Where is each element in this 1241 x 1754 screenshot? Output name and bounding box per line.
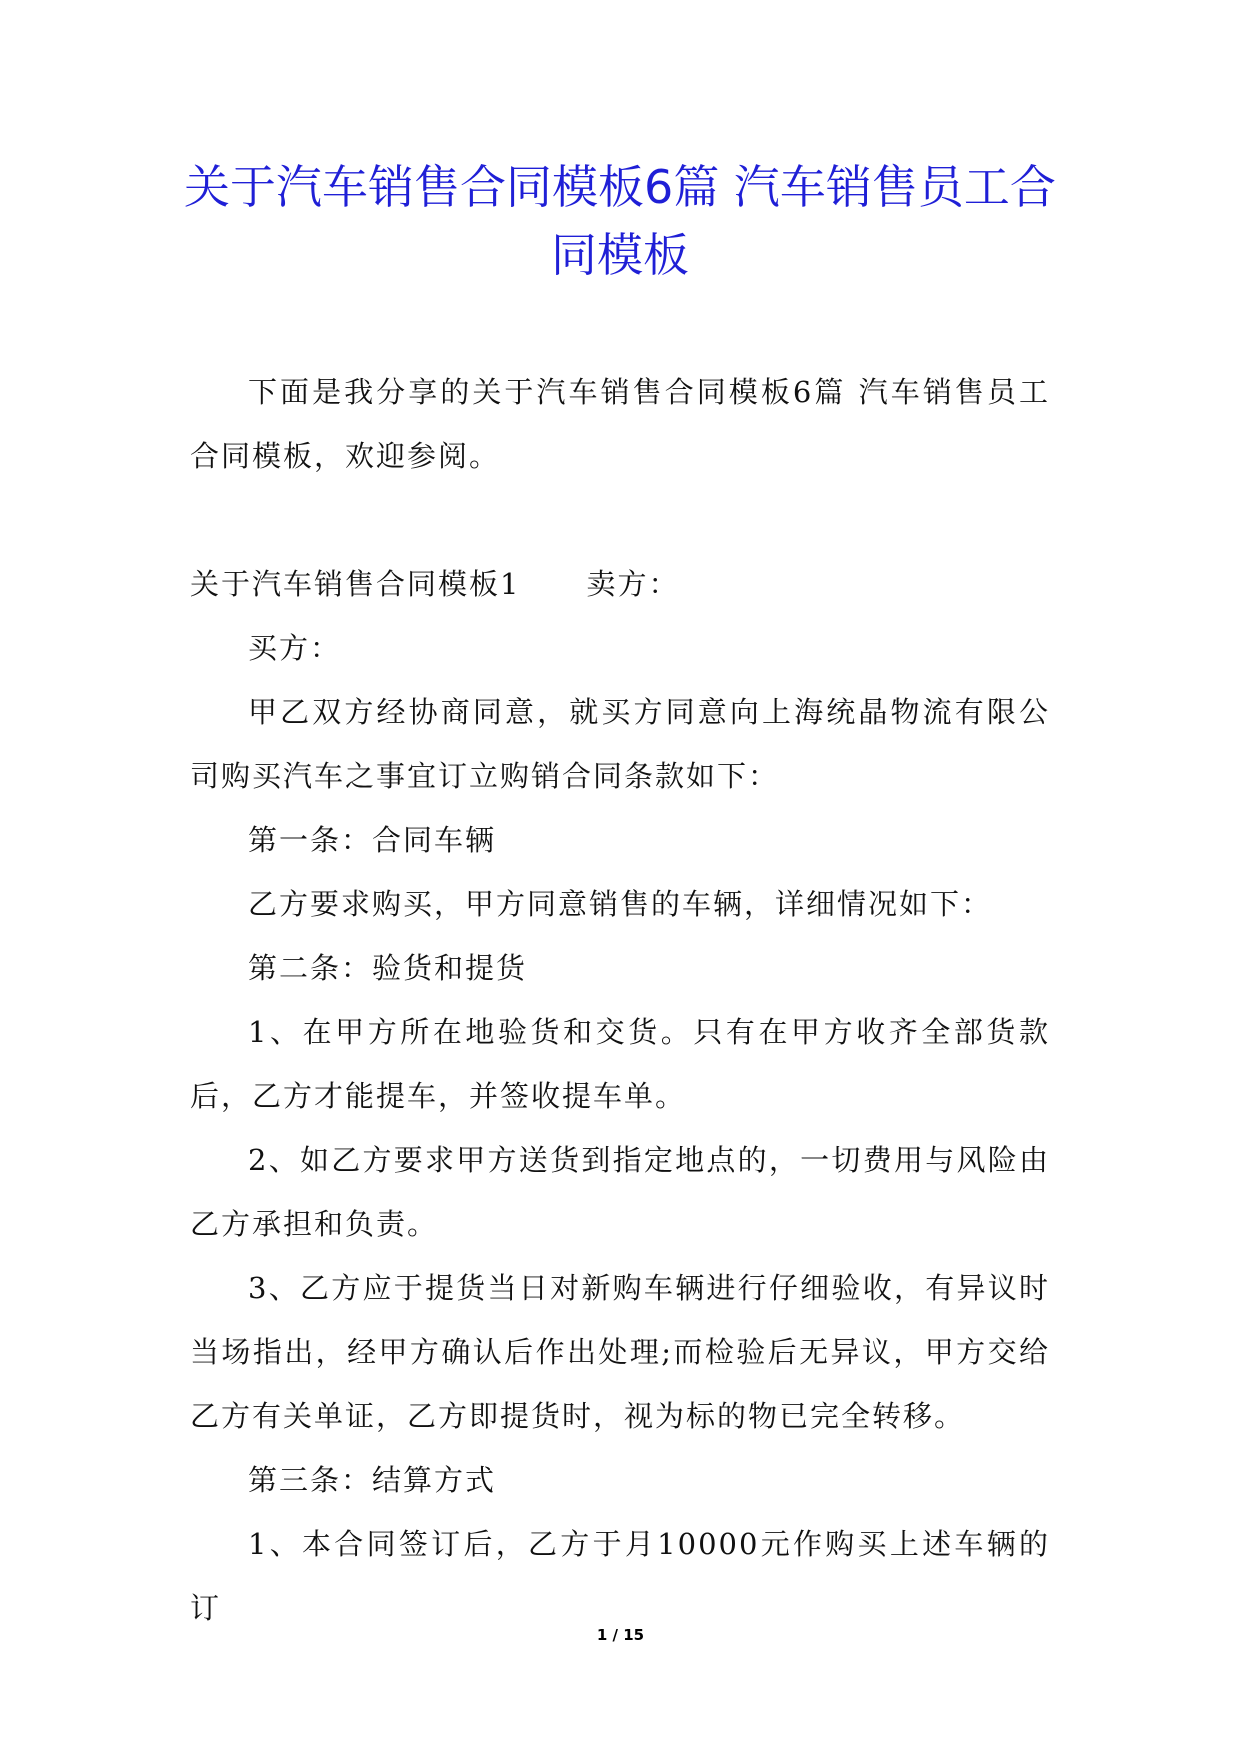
clause-heading: 第一条：合同车辆 bbox=[248, 823, 497, 857]
document-body bbox=[190, 360, 1050, 1640]
section-heading: 关于汽车销售合同模板1 bbox=[190, 567, 521, 601]
buyer-label: 买方： bbox=[248, 631, 342, 665]
section-heading-line bbox=[190, 552, 1050, 616]
body-paragraph: 甲乙双方经协商同意，就买方同意向上海统晶物流有限公司购买汽车之事宜订立购销合同条款如下： bbox=[190, 695, 1050, 793]
seller-label: 卖方： bbox=[586, 567, 680, 601]
body-paragraph: 1、在甲方所在地验货和交货。只有在甲方收齐全部货款后，乙方才能提车，并签收提车单。 bbox=[190, 1015, 1050, 1113]
document-title: 关于汽车销售合同模板6篇 汽车销售员工合同模板 bbox=[184, 160, 1056, 282]
clause-heading: 第二条：验货和提货 bbox=[248, 951, 528, 985]
body-paragraph: 3、乙方应于提货当日对新购车辆进行仔细验收，有异议时当场指出，经甲方确认后作出处理;而检验后无异议，甲方交给乙方有关单证，乙方即提货时，视为标的物已完全转移。 bbox=[190, 1271, 1050, 1433]
body-paragraph: 1、本合同签订后，乙方于月10000元作购买上述车辆的订 bbox=[190, 1527, 1050, 1625]
clause-heading: 第三条：结算方式 bbox=[248, 1463, 497, 1497]
body-paragraph: 乙方要求购买，甲方同意销售的车辆，详细情况如下： bbox=[248, 887, 993, 921]
body-paragraph: 2、如乙方要求甲方送货到指定地点的，一切费用与风险由乙方承担和负责。 bbox=[190, 1143, 1050, 1241]
intro-paragraph: 下面是我分享的关于汽车销售合同模板6篇 汽车销售员工合同模板，欢迎参阅。 bbox=[190, 375, 1050, 473]
page-number: 1 / 15 bbox=[596, 1626, 645, 1644]
